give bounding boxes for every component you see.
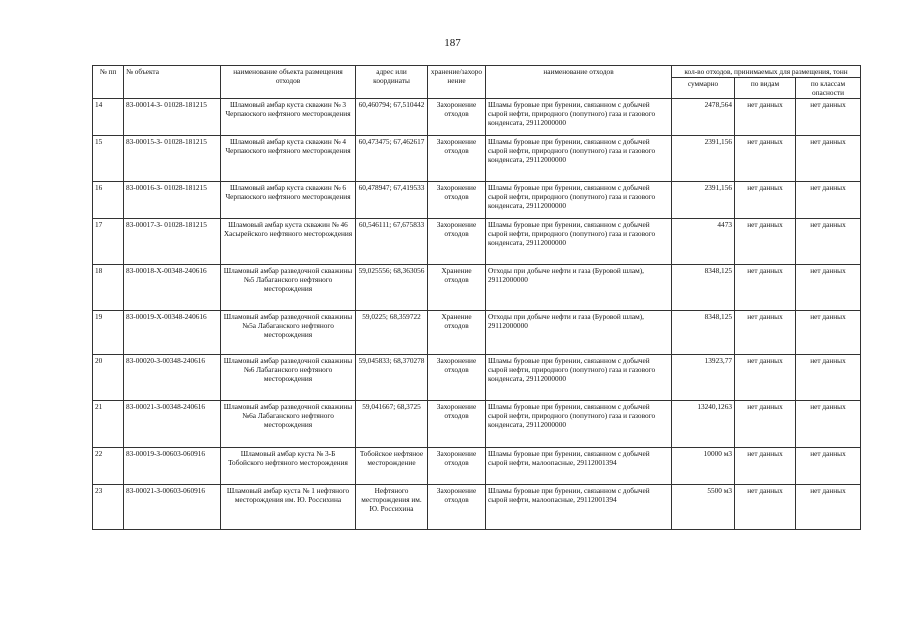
amount-by-class: нет данных [796, 219, 861, 265]
table-row [93, 136, 861, 182]
page-number: 187 [444, 37, 461, 49]
storage-type: Захоронение отходов [428, 219, 486, 265]
object-name: Шламовый амбар куста скважин № 4 Черпаюского нефтяного месторождения [221, 136, 356, 182]
row-number: 18 [93, 265, 124, 311]
waste-name: Шламы буровые при бурении, связанном с добычей сырой нефти, природного (попутного) газа и газового конденсата, 29112000000 [486, 401, 672, 448]
header-object-name: наименование объекта размещения отходов [221, 66, 356, 99]
header-amount-group: кол-во отходов, принимаемых для размещения, тонн [672, 66, 861, 78]
object-name: Шламовый амбар куста № 1 нефтяного месторождения им. Ю. Россихина [221, 485, 356, 530]
header-total: суммарно [672, 78, 735, 99]
header-by-class: по классам опасности [796, 78, 861, 99]
row-number: 15 [93, 136, 124, 182]
row-number: 16 [93, 182, 124, 219]
total-amount: 10000 м3 [672, 448, 735, 485]
amount-by-class: нет данных [796, 99, 861, 136]
storage-type: Захоронение отходов [428, 355, 486, 401]
amount-by-type: нет данных [735, 401, 796, 448]
amount-by-type: нет данных [735, 311, 796, 355]
object-number: 83-00016-З- 01028-181215 [124, 182, 221, 219]
row-number: 20 [93, 355, 124, 401]
object-address: 59,045833; 68,370278 [356, 355, 428, 401]
object-number: 83-00019-З-00603-060916 [124, 448, 221, 485]
waste-name: Отходы при добыче нефти и газа (Буровой шлам), 29112000000 [486, 311, 672, 355]
object-address: 60,473475; 67,462617 [356, 136, 428, 182]
waste-name: Шламы буровые при бурении, связанном с добычей сырой нефти, малоопасные, 29112001394 [486, 448, 672, 485]
object-name: Шламовый амбар куста № 3-Б Тобойского нефтяного месторождения [221, 448, 356, 485]
waste-name: Отходы при добыче нефти и газа (Буровой шлам), 29112000000 [486, 265, 672, 311]
object-number: 83-00021-З-00348-240616 [124, 401, 221, 448]
object-name: Шламовый амбар куста скважин № 3 Черпаюского нефтяного месторождения [221, 99, 356, 136]
object-name: Шламовый амбар куста скважин № 46 Хасырейского нефтяного месторождения [221, 219, 356, 265]
waste-sites-table [92, 65, 861, 530]
table-row [93, 219, 861, 265]
object-number: 83-00018-Х-00348-240616 [124, 265, 221, 311]
table-row [93, 265, 861, 311]
storage-type: Захоронение отходов [428, 485, 486, 530]
amount-by-class: нет данных [796, 448, 861, 485]
waste-name: Шламы буровые при бурении, связанном с добычей сырой нефти, природного (попутного) газа и газового конденсата, 29112000000 [486, 99, 672, 136]
object-address: 60,478947; 67,419533 [356, 182, 428, 219]
storage-type: Захоронение отходов [428, 448, 486, 485]
total-amount: 13240,1263 [672, 401, 735, 448]
amount-by-class: нет данных [796, 355, 861, 401]
amount-by-class: нет данных [796, 136, 861, 182]
total-amount: 2391,156 [672, 182, 735, 219]
object-name: Шламовый амбар разведочной скважины №5 Лабаганского нефтяного месторождения [221, 265, 356, 311]
total-amount: 2391,156 [672, 136, 735, 182]
object-name: Шламовый амбар куста скважин № 6 Черпаюского нефтяного месторождения [221, 182, 356, 219]
storage-type: Захоронение отходов [428, 401, 486, 448]
waste-name: Шламы буровые при бурении, связанном с добычей сырой нефти, природного (попутного) газа и газового конденсата, 29112000000 [486, 355, 672, 401]
row-number: 17 [93, 219, 124, 265]
object-number: 83-00014-З- 01028-181215 [124, 99, 221, 136]
object-address: 60,460794; 67,510442 [356, 99, 428, 136]
waste-name: Шламы буровые при бурении, связанном с добычей сырой нефти, природного (попутного) газа и газового конденсата, 29112000000 [486, 219, 672, 265]
header-storage: хранение/захоро нение [428, 66, 486, 99]
header-num: № пп [93, 66, 124, 99]
total-amount: 5500 м3 [672, 485, 735, 530]
object-name: Шламовый амбар разведочной скважины №6а Лабаганского нефтяного месторождения [221, 401, 356, 448]
object-name: Шламовый амбар разведочной скважины №5а Лабаганского нефтяного месторождения [221, 311, 356, 355]
object-address: Тобойское нефтяное месторождение [356, 448, 428, 485]
object-number: 83-00021-З-00603-060916 [124, 485, 221, 530]
amount-by-type: нет данных [735, 448, 796, 485]
amount-by-type: нет данных [735, 136, 796, 182]
table-row [93, 401, 861, 448]
object-number: 83-00019-Х-00348-240616 [124, 311, 221, 355]
amount-by-type: нет данных [735, 219, 796, 265]
storage-type: Захоронение отходов [428, 136, 486, 182]
table-row [93, 355, 861, 401]
amount-by-class: нет данных [796, 401, 861, 448]
object-number: 83-00017-З- 01028-181215 [124, 219, 221, 265]
waste-name: Шламы буровые при бурении, связанном с добычей сырой нефти, природного (попутного) газа и газового конденсата, 29112000000 [486, 182, 672, 219]
storage-type: Хранение отходов [428, 265, 486, 311]
table-row [93, 182, 861, 219]
storage-type: Захоронение отходов [428, 182, 486, 219]
amount-by-class: нет данных [796, 485, 861, 530]
header-waste-name: наименование отходов [486, 66, 672, 99]
object-number: 83-00020-З-00348-240616 [124, 355, 221, 401]
waste-name: Шламы буровые при бурении, связанном с добычей сырой нефти, природного (попутного) газа и газового конденсата, 29112000000 [486, 136, 672, 182]
row-number: 23 [93, 485, 124, 530]
table-row [93, 448, 861, 485]
amount-by-type: нет данных [735, 355, 796, 401]
object-address: 59,041667; 68,3725 [356, 401, 428, 448]
table-body [93, 99, 861, 530]
storage-type: Захоронение отходов [428, 99, 486, 136]
row-number: 21 [93, 401, 124, 448]
amount-by-type: нет данных [735, 99, 796, 136]
header-object-no: № объекта [124, 66, 221, 99]
waste-name: Шламы буровые при бурении, связанном с добычей сырой нефти, малоопасные, 29112001394 [486, 485, 672, 530]
storage-type: Хранение отходов [428, 311, 486, 355]
header-by-type: по видам [735, 78, 796, 99]
table-header [93, 66, 861, 99]
row-number: 22 [93, 448, 124, 485]
total-amount: 2478,564 [672, 99, 735, 136]
object-address: 59,025556; 68,363056 [356, 265, 428, 311]
amount-by-type: нет данных [735, 265, 796, 311]
object-address: 59,0225; 68,359722 [356, 311, 428, 355]
amount-by-class: нет данных [796, 265, 861, 311]
object-address: Нефтяного месторождения им. Ю. Россихина [356, 485, 428, 530]
table-row [93, 99, 861, 136]
total-amount: 4473 [672, 219, 735, 265]
row-number: 19 [93, 311, 124, 355]
total-amount: 8348,125 [672, 265, 735, 311]
table-row [93, 311, 861, 355]
object-address: 60,546111; 67,675833 [356, 219, 428, 265]
amount-by-type: нет данных [735, 485, 796, 530]
row-number: 14 [93, 99, 124, 136]
object-number: 83-00015-З- 01028-181215 [124, 136, 221, 182]
total-amount: 8348,125 [672, 311, 735, 355]
amount-by-class: нет данных [796, 311, 861, 355]
amount-by-type: нет данных [735, 182, 796, 219]
amount-by-class: нет данных [796, 182, 861, 219]
table-row [93, 485, 861, 530]
header-address: адрес или координаты [356, 66, 428, 99]
object-name: Шламовый амбар разведочной скважины №6 Лабаганского нефтяного месторождения [221, 355, 356, 401]
total-amount: 13923,77 [672, 355, 735, 401]
